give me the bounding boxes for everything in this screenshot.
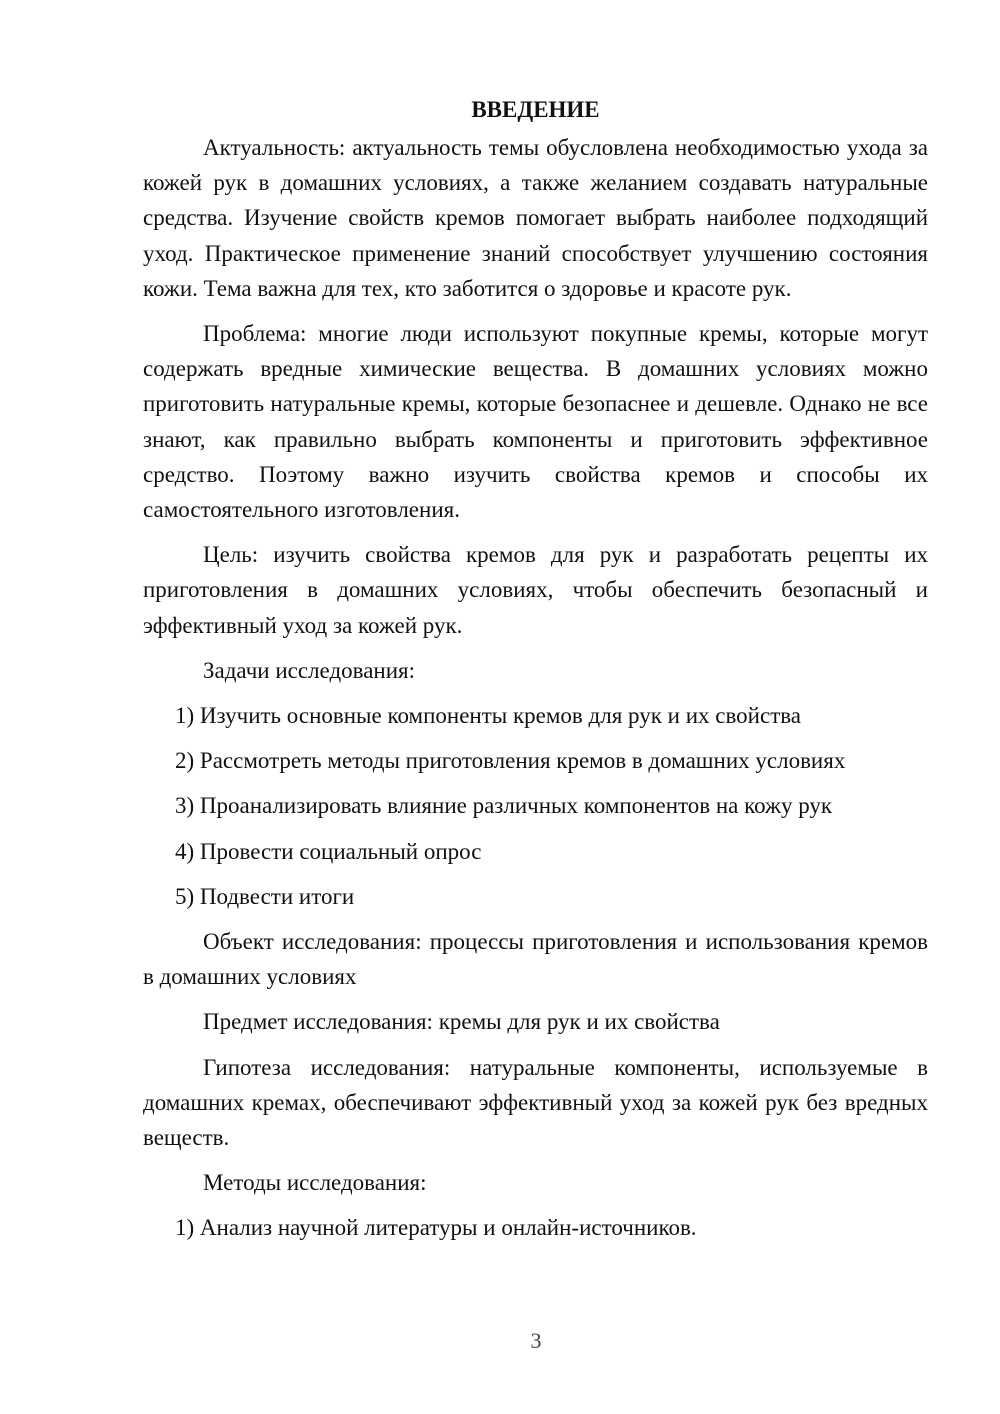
task-item: 1) Изучить основные компоненты кремов для рук и их свойства bbox=[175, 703, 802, 729]
task-item: 4) Провести социальный опрос bbox=[175, 838, 482, 864]
object-paragraph: Объект исследования: процессы приготовления и использования кремов в домашних условиях bbox=[143, 929, 928, 990]
task-item: 5) Подвести итоги bbox=[175, 883, 355, 909]
page-number: 3 bbox=[530, 1328, 542, 1353]
method-item: 1) Анализ научной литературы и онлайн-источников. bbox=[175, 1215, 697, 1241]
tasks-heading: Задачи исследования: bbox=[203, 657, 416, 683]
hypothesis-paragraph: Гипотеза исследования: натуральные компоненты, используемые в домашних кремах, обеспечивают эффективный уход за кожей рук без вредных веществ. bbox=[143, 1054, 928, 1151]
section-title: ВВЕДЕНИЕ bbox=[471, 97, 600, 122]
subject-paragraph: Предмет исследования: кремы для рук и их свойства bbox=[203, 1009, 720, 1035]
task-item: 2) Рассмотреть методы приготовления кремов в домашних условиях bbox=[175, 748, 846, 774]
relevance-paragraph: Актуальность: актуальность темы обусловлена необходимостью ухода за кожей рук в домашних условиях, а также желанием создавать натуральные средства. Изучение свойств кремов помогает выбрать наиболее подходящий уход. Практическое применение знаний способствует улучшению состояния кожи. Тема важна для тех, кто заботится о здоровье и красоте рук. bbox=[143, 135, 928, 301]
methods-heading: Методы исследования: bbox=[203, 1170, 427, 1196]
goal-paragraph: Цель: изучить свойства кремов для рук и разработать рецепты их приготовления в домашних условиях, чтобы обеспечить безопасный и эффективный уход за кожей рук. bbox=[143, 542, 928, 638]
page-content bbox=[143, 92, 928, 1256]
problem-paragraph: Проблема: многие люди используют покупные кремы, которые могут содержать вредные химические вещества. В домашних условиях можно приготовить натуральные кремы, которые безопаснее и дешевле. Однако не все знают, как правильно выбрать компоненты и приготовить эффективное средство. Поэтому важно изучить свойства кремов и способы их самостоятельного изготовления. bbox=[143, 321, 928, 523]
task-item: 3) Проанализировать влияние различных компонентов на кожу рук bbox=[175, 793, 833, 819]
